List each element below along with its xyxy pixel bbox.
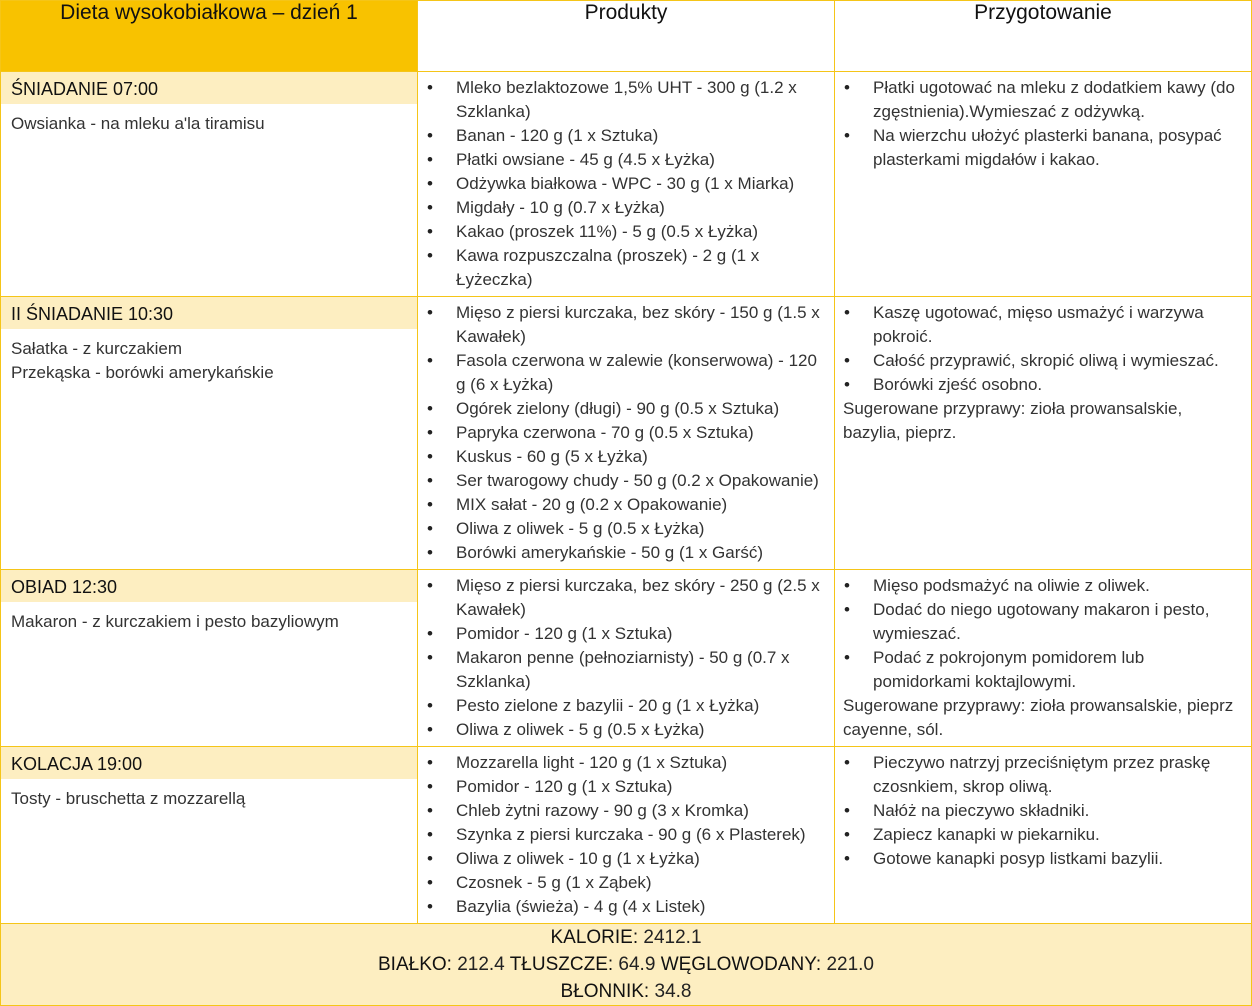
product-item: • Mięso z piersi kurczaka, bez skóry - 150 g (1.5 x Kawałek) [456,301,824,349]
product-item: • Kawa rozpuszczalna (proszek) - 2 g (1 x Łyżeczka) [456,244,824,292]
product-list [418,747,834,923]
product-item: • Odżywka białkowa - WPC - 30 g (1 x Miarka) [456,172,824,196]
preparation-step: • Mięso podsmażyć na oliwie z oliwek. [873,574,1241,598]
fiber-line [1,978,1251,1005]
meal-row [1,297,1252,570]
step-list [843,751,1241,871]
suggested-spices: Sugerowane przyprawy: zioła prowansalskie, bazylia, pieprz. [843,399,1183,442]
carbs-value: 221.0 [826,954,874,975]
preparation-step: • Płatki ugotować na mleku z dodatkiem kawy (do zgęstnienia).Wymieszać z odżywką. [873,76,1241,124]
product-item: • Makaron penne (pełnoziarnisty) - 50 g (0.7 x Szklanka) [456,646,824,694]
products-cell [418,297,835,570]
meal-cell [1,72,418,297]
step-list [843,574,1241,694]
products-cell [418,570,835,747]
preparation-cell [835,297,1252,570]
product-item: • MIX sałat - 20 g (0.2 x Opakowanie) [456,493,824,517]
meal-rows [1,72,1252,924]
product-item: • Mozzarella light - 120 g (1 x Sztuka) [456,751,824,775]
preparation-content [835,297,1251,449]
meal-dishes [1,329,417,393]
meal-heading: ŚNIADANIE 07:00 [1,72,417,104]
product-item: • Migdały - 10 g (0.7 x Łyżka) [456,196,824,220]
meal-dishes [1,602,417,642]
protein-label: BIAŁKO: [378,954,452,975]
preparation-step: • Na wierzchu ułożyć plasterki banana, posypać plasterkami migdałów i kakao. [873,124,1241,172]
dish-name: Sałatka - z kurczakiem [11,339,182,358]
product-list [418,72,834,296]
calories-line [1,924,1251,951]
preparation-content [835,747,1251,875]
carbs-label: WĘGLOWODANY: [660,954,822,975]
step-list [843,76,1241,172]
product-item: • Bazylia (świeża) - 4 g (4 x Listek) [456,895,824,919]
product-item: • Pomidor - 120 g (1 x Sztuka) [456,622,824,646]
preparation-step: • Zapiecz kanapki w piekarniku. [873,823,1241,847]
plan-title: Dieta wysokobiałkowa – dzień 1 [1,1,418,72]
product-item: • Papryka czerwona - 70 g (0.5 x Sztuka) [456,421,824,445]
product-item: • Czosnek - 5 g (1 x Ząbek) [456,871,824,895]
preparation-step: • Całość przyprawić, skropić oliwą i wymieszać. [873,349,1241,373]
product-item: • Płatki owsiane - 45 g (4.5 x Łyżka) [456,148,824,172]
dish-name: Makaron - z kurczakiem i pesto bazyliowym [11,612,339,631]
product-item: • Kuskus - 60 g (5 x Łyżka) [456,445,824,469]
summary-row [1,924,1252,1006]
protein-value: 212.4 [457,954,505,975]
column-header-products: Produkty [418,1,835,72]
meal-heading: OBIAD 12:30 [1,570,417,602]
preparation-step: • Pieczywo natrzyj przeciśniętym przez praskę czosnkiem, skrop oliwą. [873,751,1241,799]
fiber-label: BŁONNIK: [560,981,650,1002]
product-item: • Oliwa z oliwek - 5 g (0.5 x Łyżka) [456,718,824,742]
calories-value: 2412.1 [643,927,702,948]
product-item: • Kakao (proszek 11%) - 5 g (0.5 x Łyżka) [456,220,824,244]
product-item: • Mleko bezlaktozowe 1,5% UHT - 300 g (1.2 x Szklanka) [456,76,824,124]
meal-heading: II ŚNIADANIE 10:30 [1,297,417,329]
step-list [843,301,1241,397]
column-header-preparation: Przygotowanie [835,1,1252,72]
products-cell [418,747,835,924]
meal-dishes [1,779,417,819]
product-item: • Mięso z piersi kurczaka, bez skóry - 250 g (2.5 x Kawałek) [456,574,824,622]
preparation-content [835,570,1251,746]
product-item: • Szynka z piersi kurczaka - 90 g (6 x Plasterek) [456,823,824,847]
meal-row [1,747,1252,924]
dish-name: Przekąska - borówki amerykańskie [11,363,274,382]
product-list [418,297,834,569]
meal-row [1,72,1252,297]
product-item: • Pesto zielone z bazylii - 20 g (1 x Łyżka) [456,694,824,718]
nutrition-summary [1,924,1252,1006]
preparation-step: • Nałóż na pieczywo składniki. [873,799,1241,823]
fat-label: TŁUSZCZE: [509,954,614,975]
dish-name: Tosty - bruschetta z mozzarellą [11,789,246,808]
products-cell [418,72,835,297]
product-item: • Fasola czerwona w zalewie (konserwowa) - 120 g (6 x Łyżka) [456,349,824,397]
preparation-step: • Borówki zjeść osobno. [873,373,1241,397]
meal-cell [1,570,418,747]
preparation-cell [835,72,1252,297]
preparation-step: • Dodać do niego ugotowany makaron i pesto, wymieszać. [873,598,1241,646]
macros-line [1,951,1251,978]
product-item: • Banan - 120 g (1 x Sztuka) [456,124,824,148]
calories-label: KALORIE: [550,927,639,948]
preparation-step: • Kaszę ugotować, mięso usmażyć i warzywa pokroić. [873,301,1241,349]
product-list [418,570,834,746]
meal-cell [1,297,418,570]
preparation-cell [835,747,1252,924]
dish-name: Owsianka - na mleku a'la tiramisu [11,114,265,133]
fat-value: 64.9 [618,954,656,975]
preparation-step: • Podać z pokrojonym pomidorem lub pomidorkami koktajlowymi. [873,646,1241,694]
header-row [1,1,1252,72]
preparation-step: • Gotowe kanapki posyp listkami bazylii. [873,847,1241,871]
product-item: • Ogórek zielony (długi) - 90 g (0.5 x Sztuka) [456,397,824,421]
meal-cell [1,747,418,924]
preparation-cell [835,570,1252,747]
product-item: • Oliwa z oliwek - 10 g (1 x Łyżka) [456,847,824,871]
product-item: • Pomidor - 120 g (1 x Sztuka) [456,775,824,799]
meal-row [1,570,1252,747]
meal-dishes [1,104,417,144]
product-item: • Oliwa z oliwek - 5 g (0.5 x Łyżka) [456,517,824,541]
preparation-content [835,72,1251,176]
product-item: • Chleb żytni razowy - 90 g (3 x Kromka) [456,799,824,823]
fiber-value: 34.8 [654,981,692,1002]
meal-heading: KOLACJA 19:00 [1,747,417,779]
product-item: • Ser twarogowy chudy - 50 g (0.2 x Opakowanie) [456,469,824,493]
suggested-spices: Sugerowane przyprawy: zioła prowansalskie, pieprz cayenne, sól. [843,696,1234,739]
product-item: • Borówki amerykańskie - 50 g (1 x Garść) [456,541,824,565]
